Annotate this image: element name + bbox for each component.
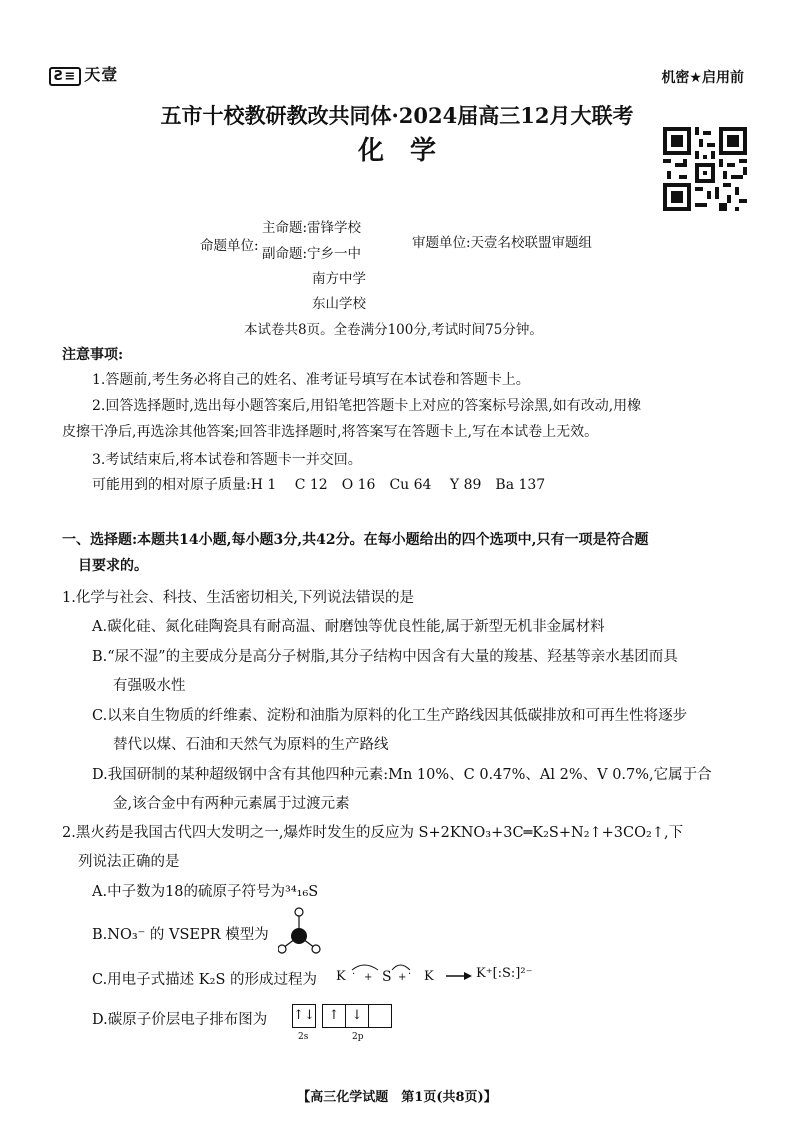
q1-option-d: D.我国研制的某种超级钢中含有其他四种元素:Mn 10%、C 0.47%、Al 2%、V 0.7%,它属于合 — [92, 767, 712, 783]
question-2-stem-cont: 列说法正确的是 — [78, 854, 180, 870]
svg-text:K: K — [424, 969, 434, 984]
svg-text:+: + — [398, 972, 407, 983]
confidential-label: 机密★启用前 — [661, 70, 744, 86]
q1-option-b: B.“尿不湿”的主要成分是高分子树脂,其分子结构中因含有大量的羧基、羟基等亲水基团而具 — [92, 649, 678, 665]
orbital-label-2p: 2p — [352, 1032, 364, 1042]
question-2-stem: 2.黑火药是我国古代四大发明之一,爆炸时发生的反应为 S+2KNO₃+3C═K₂S+N₂↑+3CO₂↑,下 — [62, 825, 684, 841]
electron-transfer-diagram — [334, 962, 444, 988]
note-item: 2.回答选择题时,选出每小题答案后,用铅笔把答题卡上对应的答案标号涂黑,如有改动,用橡 — [92, 398, 642, 414]
q2-option-c: C.用电子式描述 K₂S 的形成过程为 — [92, 972, 317, 988]
q1-option-c: C.以来自生物质的纤维素、淀粉和油脂为原料的化工生产路线因其低碳排放和可再生性将逐步 — [92, 708, 688, 724]
q1-option-a: A.碳化硅、氮化硅陶瓷具有耐高温、耐磨蚀等优良性能,属于新型无机非金属材料 — [92, 619, 605, 635]
note-item: 皮擦干净后,再选涂其他答案;回答非选择题时,将答案写在答题卡上,写在本试卷上无效。 — [62, 424, 599, 440]
orbital-box-2p: ↑ — [322, 1004, 346, 1028]
section-heading-cont: 目要求的。 — [78, 558, 148, 574]
vice-proposer-3: 东山学校 — [312, 296, 366, 312]
vsepr-model-diagram — [278, 906, 324, 956]
q2-option-d: D.碳原子价层电子排布图为 — [92, 1012, 268, 1028]
q1-option-d-cont: 金,该合金中有两种元素属于过渡元素 — [113, 796, 350, 812]
svg-text:K: K — [336, 969, 346, 984]
svg-text:S: S — [382, 969, 392, 985]
logo-text: 天壹 — [84, 65, 119, 84]
notes-heading: 注意事项: — [62, 347, 124, 363]
orbital-box-2s-group — [292, 1004, 316, 1028]
orbital-label-2s: 2s — [298, 1032, 309, 1042]
orbital-box-2p: ↓ — [346, 1004, 369, 1028]
q1-option-b-cont: 有强吸水性 — [113, 678, 186, 694]
k2s-electron-formula: K⁺[:S:]²⁻ — [476, 966, 533, 981]
main-proposer: 主命题:雷锋学校 — [262, 220, 362, 236]
publisher-logo — [49, 62, 118, 86]
exam-title: 五市十校教研教改共同体·2024届高三12月大联考 — [160, 103, 634, 128]
svg-text:·: · — [408, 969, 412, 980]
exam-info: 本试卷共8页。全卷满分100分,考试时间75分钟。 — [244, 322, 543, 338]
atomic-masses: 可能用到的相对原子质量:H 1 C 12 O 16 Cu 64 Y 89 Ba 137 — [92, 477, 546, 493]
reaction-arrow-icon — [446, 970, 472, 982]
question-1-stem: 1.化学与社会、科技、生活密切相关,下列说法错误的是 — [62, 590, 414, 606]
proposer-label: 命题单位: — [200, 238, 259, 254]
note-item: 3.考试结束后,将本试卷和答题卡一并交回。 — [92, 452, 362, 468]
q1-option-c-cont: 替代以煤、石油和天然气为原料的生产路线 — [113, 737, 389, 753]
qr-code-icon — [663, 127, 747, 211]
logo-mark: Ƨ≡ — [49, 67, 81, 86]
note-item: 1.答题前,考生务必将自己的姓名、准考证号填写在本试卷和答题卡上。 — [92, 372, 530, 388]
svg-text:·: · — [352, 969, 356, 980]
q2-option-b: B.NO₃⁻ 的 VSEPR 模型为 — [92, 927, 269, 943]
page-footer: 【高三化学试题 第1页(共8页)】 — [297, 1090, 497, 1105]
section-heading: 一、选择题:本题共14小题,每小题3分,共42分。在每小题给出的四个选项中,只有一项是符合题 — [62, 532, 649, 548]
vice-proposer-2: 南方中学 — [312, 271, 366, 287]
orbital-box-2s: ↑↓ — [292, 1004, 316, 1028]
orbital-box-2p-group — [322, 1004, 392, 1028]
svg-text:+: + — [364, 972, 373, 983]
vice-proposer: 副命题:宁乡一中 — [262, 246, 362, 262]
reviewer: 审题单位:天壹名校联盟审题组 — [412, 235, 593, 251]
orbital-box-2p — [369, 1004, 392, 1028]
q2-option-a: A.中子数为18的硫原子符号为³⁴₁₆S — [92, 884, 319, 900]
subject-title: 化学 — [357, 136, 462, 166]
